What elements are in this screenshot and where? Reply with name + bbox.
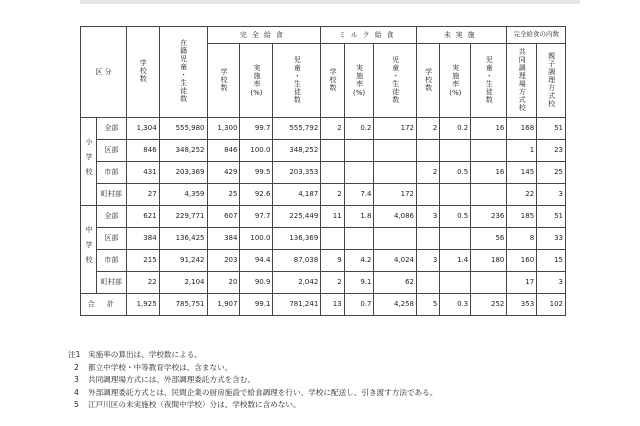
- cell-full-rate: 92.6: [240, 184, 273, 206]
- footnote-text: 江戸川区の未実施校（夜間中学校）分は、学校数に含めない。: [88, 400, 301, 410]
- cell-none-rate: 0.3: [440, 294, 471, 316]
- header-joint: [507, 44, 537, 118]
- cell-full-students: 555,792: [273, 118, 321, 140]
- cell-none-students: 16: [471, 118, 507, 140]
- cell-none-students: 236: [471, 206, 507, 228]
- header-full-rate-unit: (%): [250, 89, 263, 97]
- header-milk-rate-text: 実施率: [355, 64, 364, 88]
- cell-none-rate: [440, 228, 471, 250]
- header-full-students: [273, 44, 321, 118]
- cell-milk-schools: [321, 162, 344, 184]
- cell-enrolled: 136,425: [159, 228, 207, 250]
- cell-none-schools: 3: [416, 250, 439, 272]
- row-label: 区部: [96, 140, 126, 162]
- cell-none-students: [471, 140, 507, 162]
- header-category: [81, 27, 127, 118]
- total-label: 合 計: [81, 294, 127, 316]
- group-elementary-text: 小学校: [84, 138, 93, 183]
- cell-full-students: 348,252: [273, 140, 321, 162]
- footnote-text: 共同調理場方式には、外部調理委託方式を含む。: [88, 375, 256, 385]
- cell-none-schools: [416, 272, 439, 294]
- cell-joint: 185: [507, 206, 537, 228]
- cell-enrolled: 555,980: [159, 118, 207, 140]
- header-joint-text: 共同調理場方式校: [518, 47, 527, 112]
- cell-enrolled: 348,252: [159, 140, 207, 162]
- cell-full-students: 225,449: [273, 206, 321, 228]
- header-none-schools-text: 学校数: [424, 67, 433, 92]
- cell-self: 23: [537, 140, 566, 162]
- header-not-done: 未実施: [416, 27, 506, 44]
- header-full-meal: 完全給食: [207, 27, 321, 44]
- cell-joint: 22: [507, 184, 537, 206]
- cell-none-students: 180: [471, 250, 507, 272]
- header-full-rate-text: 実施率: [252, 64, 261, 88]
- header-enrolled-text: 在籍児童・生徒数: [179, 39, 188, 103]
- cell-full-schools: 429: [207, 162, 240, 184]
- scan-top-shade: [80, 0, 580, 4]
- cell-milk-schools: [321, 228, 344, 250]
- cell-self: 15: [537, 250, 566, 272]
- cell-milk-students: 172: [374, 118, 417, 140]
- footnote-text: 実施率の算出は、学校数による。: [88, 350, 202, 359]
- table-row: [81, 272, 566, 294]
- row-label: 市部: [96, 162, 126, 184]
- cell-milk-rate: 0.7: [344, 294, 374, 316]
- footnote: [68, 349, 628, 362]
- cell-full-schools: 846: [207, 140, 240, 162]
- header-self-text: 親子調理方式校: [547, 51, 556, 108]
- cell-full-rate: 100.0: [240, 228, 273, 250]
- cell-milk-schools: 2: [321, 272, 344, 294]
- cell-milk-students: [374, 140, 417, 162]
- cell-none-rate: [440, 184, 471, 206]
- cell-enrolled: 203,369: [159, 162, 207, 184]
- footnote-text: 外部調理委託方式とは、民間企業の厨房施設で給食調理を行い、学校に配送し、引き渡す方法である。: [88, 387, 438, 397]
- cell-self: 102: [537, 294, 566, 316]
- cell-full-schools: 203: [207, 250, 240, 272]
- group-junior: [81, 206, 97, 294]
- cell-milk-rate: [344, 162, 374, 184]
- header-none-schools: [416, 44, 439, 118]
- cell-joint: 168: [507, 118, 537, 140]
- row-label: 全部: [96, 206, 126, 228]
- row-label: 町村部: [96, 184, 126, 206]
- row-label: 区部: [96, 228, 126, 250]
- row-label: 町村部: [96, 272, 126, 294]
- cell-none-schools: 2: [416, 118, 439, 140]
- header-milk-schools: [321, 44, 344, 118]
- cell-milk-rate: 4.2: [344, 250, 374, 272]
- cell-none-schools: [416, 140, 439, 162]
- cell-none-students: 56: [471, 228, 507, 250]
- header-none-students: [471, 44, 507, 118]
- footnote-number: 注1: [68, 350, 81, 359]
- cell-full-rate: 90.9: [240, 272, 273, 294]
- header-full-schools-text: 学校数: [219, 67, 228, 92]
- cell-self: 25: [537, 162, 566, 184]
- cell-milk-schools: [321, 140, 344, 162]
- cell-milk-students: 172: [374, 184, 417, 206]
- header-milk-students: [374, 44, 417, 118]
- header-milk-schools-text: 学校数: [328, 67, 337, 92]
- header-milk-rate: [344, 44, 374, 118]
- cell-self: 51: [537, 206, 566, 228]
- row-label: 市部: [96, 250, 126, 272]
- cell-none-schools: 5: [416, 294, 439, 316]
- cell-milk-schools: 2: [321, 184, 344, 206]
- cell-full-schools: 1,907: [207, 294, 240, 316]
- cell-enrolled: 4,359: [159, 184, 207, 206]
- header-none-rate-unit: (%): [449, 89, 462, 97]
- cell-milk-rate: [344, 228, 374, 250]
- cell-full-rate: 100.0: [240, 140, 273, 162]
- header-self: [537, 44, 566, 118]
- footnotes: [68, 349, 628, 412]
- cell-none-schools: 3: [416, 206, 439, 228]
- cell-full-students: 2,042: [273, 272, 321, 294]
- header-none-students-text: 児童・生徒数: [485, 55, 494, 104]
- header-schools: [126, 27, 159, 118]
- header-milk-meal: ミルク給食: [321, 27, 417, 44]
- cell-none-rate: [440, 272, 471, 294]
- cell-joint: 8: [507, 228, 537, 250]
- footnote: [68, 399, 628, 412]
- cell-schools: 22: [126, 272, 159, 294]
- row-label: 全部: [96, 118, 126, 140]
- cell-full-rate: 99.5: [240, 162, 273, 184]
- footnote: [68, 387, 628, 400]
- cell-milk-schools: 2: [321, 118, 344, 140]
- cell-enrolled: 785,751: [159, 294, 207, 316]
- cell-joint: 353: [507, 294, 537, 316]
- cell-schools: 215: [126, 250, 159, 272]
- cell-self: 3: [537, 272, 566, 294]
- cell-self: 51: [537, 118, 566, 140]
- table-row: [81, 250, 566, 272]
- cell-none-rate: 0.2: [440, 118, 471, 140]
- header-breakdown: 完全給食の内数: [507, 27, 566, 44]
- cell-full-students: 87,038: [273, 250, 321, 272]
- cell-full-students: 4,187: [273, 184, 321, 206]
- cell-full-rate: 99.7: [240, 118, 273, 140]
- header-milk-students-text: 児童・生徒数: [391, 55, 400, 104]
- cell-milk-rate: [344, 140, 374, 162]
- cell-milk-students: 4,024: [374, 250, 417, 272]
- cell-none-rate: 0.5: [440, 206, 471, 228]
- cell-milk-schools: 11: [321, 206, 344, 228]
- cell-enrolled: 91,242: [159, 250, 207, 272]
- cell-joint: 145: [507, 162, 537, 184]
- cell-full-schools: 20: [207, 272, 240, 294]
- cell-milk-schools: 9: [321, 250, 344, 272]
- table-row: [81, 228, 566, 250]
- cell-milk-students: 4,086: [374, 206, 417, 228]
- cell-none-rate: [440, 140, 471, 162]
- header-milk-rate-unit: (%): [353, 89, 366, 97]
- cell-full-students: 136,369: [273, 228, 321, 250]
- cell-milk-schools: 13: [321, 294, 344, 316]
- cell-none-schools: 2: [416, 162, 439, 184]
- cell-full-students: 781,241: [273, 294, 321, 316]
- footnote-number: 2: [74, 362, 79, 372]
- group-junior-text: 中学校: [84, 226, 93, 271]
- group-elementary: [81, 118, 97, 206]
- cell-none-students: [471, 272, 507, 294]
- cell-milk-rate: 0.2: [344, 118, 374, 140]
- header-full-students-text: 児童・生徒数: [293, 55, 302, 104]
- cell-schools: 1,304: [126, 118, 159, 140]
- table-row: [81, 206, 566, 228]
- cell-none-students: 252: [471, 294, 507, 316]
- school-lunch-table: [80, 26, 566, 316]
- cell-full-schools: 384: [207, 228, 240, 250]
- footnote-text: 都立中学校・中等教育学校は、含まない。: [88, 362, 233, 372]
- cell-schools: 846: [126, 140, 159, 162]
- cell-joint: 1: [507, 140, 537, 162]
- table-row: [81, 162, 566, 184]
- cell-schools: 431: [126, 162, 159, 184]
- cell-none-schools: [416, 184, 439, 206]
- footnote-number: 3: [74, 375, 79, 385]
- cell-full-rate: 97.7: [240, 206, 273, 228]
- header-category-text: 区 分: [95, 67, 112, 76]
- cell-self: 3: [537, 184, 566, 206]
- total-row: [81, 294, 566, 316]
- cell-full-rate: 99.1: [240, 294, 273, 316]
- cell-milk-rate: 1.8: [344, 206, 374, 228]
- cell-full-schools: 1,300: [207, 118, 240, 140]
- footnote-number: 5: [74, 400, 79, 410]
- header-full-rate: [240, 44, 273, 118]
- cell-milk-rate: 9.1: [344, 272, 374, 294]
- table-row: [81, 118, 566, 140]
- cell-full-students: 203,353: [273, 162, 321, 184]
- cell-none-students: [471, 184, 507, 206]
- cell-enrolled: 229,771: [159, 206, 207, 228]
- cell-none-rate: 1.4: [440, 250, 471, 272]
- cell-none-schools: [416, 228, 439, 250]
- cell-milk-students: [374, 162, 417, 184]
- cell-full-rate: 94.4: [240, 250, 273, 272]
- cell-schools: 27: [126, 184, 159, 206]
- table-row: [81, 140, 566, 162]
- footnote: [68, 374, 628, 387]
- header-full-schools: [207, 44, 240, 118]
- cell-milk-students: [374, 228, 417, 250]
- footnote: [68, 362, 628, 375]
- header-none-rate-text: 実施率: [451, 64, 460, 88]
- cell-self: 33: [537, 228, 566, 250]
- cell-enrolled: 2,104: [159, 272, 207, 294]
- cell-full-schools: 607: [207, 206, 240, 228]
- cell-schools: 1,925: [126, 294, 159, 316]
- cell-milk-rate: 7.4: [344, 184, 374, 206]
- cell-joint: 160: [507, 250, 537, 272]
- header-enrolled: [159, 27, 207, 118]
- cell-milk-students: 4,258: [374, 294, 417, 316]
- cell-full-schools: 25: [207, 184, 240, 206]
- cell-schools: 621: [126, 206, 159, 228]
- cell-milk-students: 62: [374, 272, 417, 294]
- header-schools-text: 学校数: [139, 59, 148, 83]
- cell-none-students: 16: [471, 162, 507, 184]
- cell-schools: 384: [126, 228, 159, 250]
- table-row: [81, 184, 566, 206]
- cell-joint: 17: [507, 272, 537, 294]
- footnote-number: 4: [74, 387, 79, 397]
- cell-none-rate: 0.5: [440, 162, 471, 184]
- header-none-rate: [440, 44, 471, 118]
